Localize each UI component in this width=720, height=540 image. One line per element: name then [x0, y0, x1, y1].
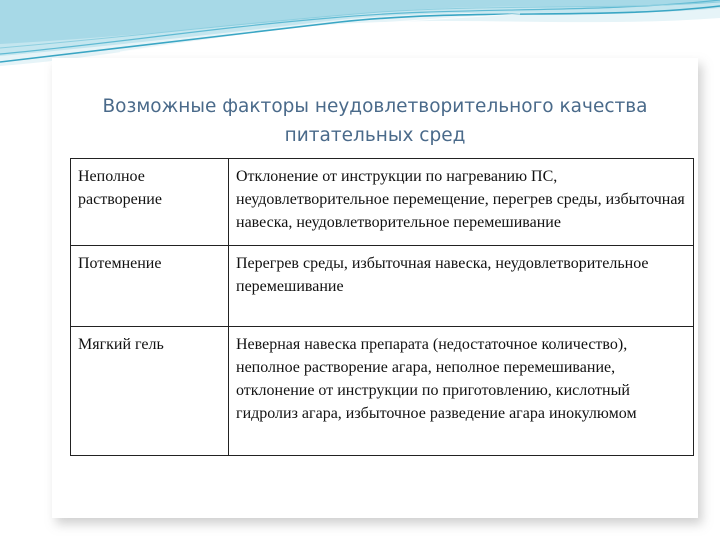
causes-cell: Неверная навеска препарата (недостаточное количество), неполное растворение агара, неполное перемешивание, отклонение от инструкции по приготовлению, кислотный гидролиз агара, избыточное разведение агара инокулюмом	[229, 327, 694, 456]
factor-cell: Неполное растворение	[71, 159, 229, 246]
causes-cell: Отклонение от инструкции по нагреванию ПС, неудовлетворительное перемещение, перегрев среды, избыточная навеска, неудовлетворительное перемешивание	[229, 159, 694, 246]
table-row	[71, 246, 694, 327]
factor-cell: Потемнение	[71, 246, 229, 327]
table-row	[71, 327, 694, 456]
causes-cell: Перегрев среды, избыточная навеска, неудовлетворительное перемешивание	[229, 246, 694, 327]
factor-cell: Мягкий гель	[71, 327, 229, 456]
title-line-2: питательных сред	[284, 125, 466, 146]
factors-table	[70, 158, 694, 456]
title-line-1: Возможные факторы неудовлетворительного качества	[102, 96, 648, 117]
table-row	[71, 159, 694, 246]
slide-title	[70, 92, 680, 150]
